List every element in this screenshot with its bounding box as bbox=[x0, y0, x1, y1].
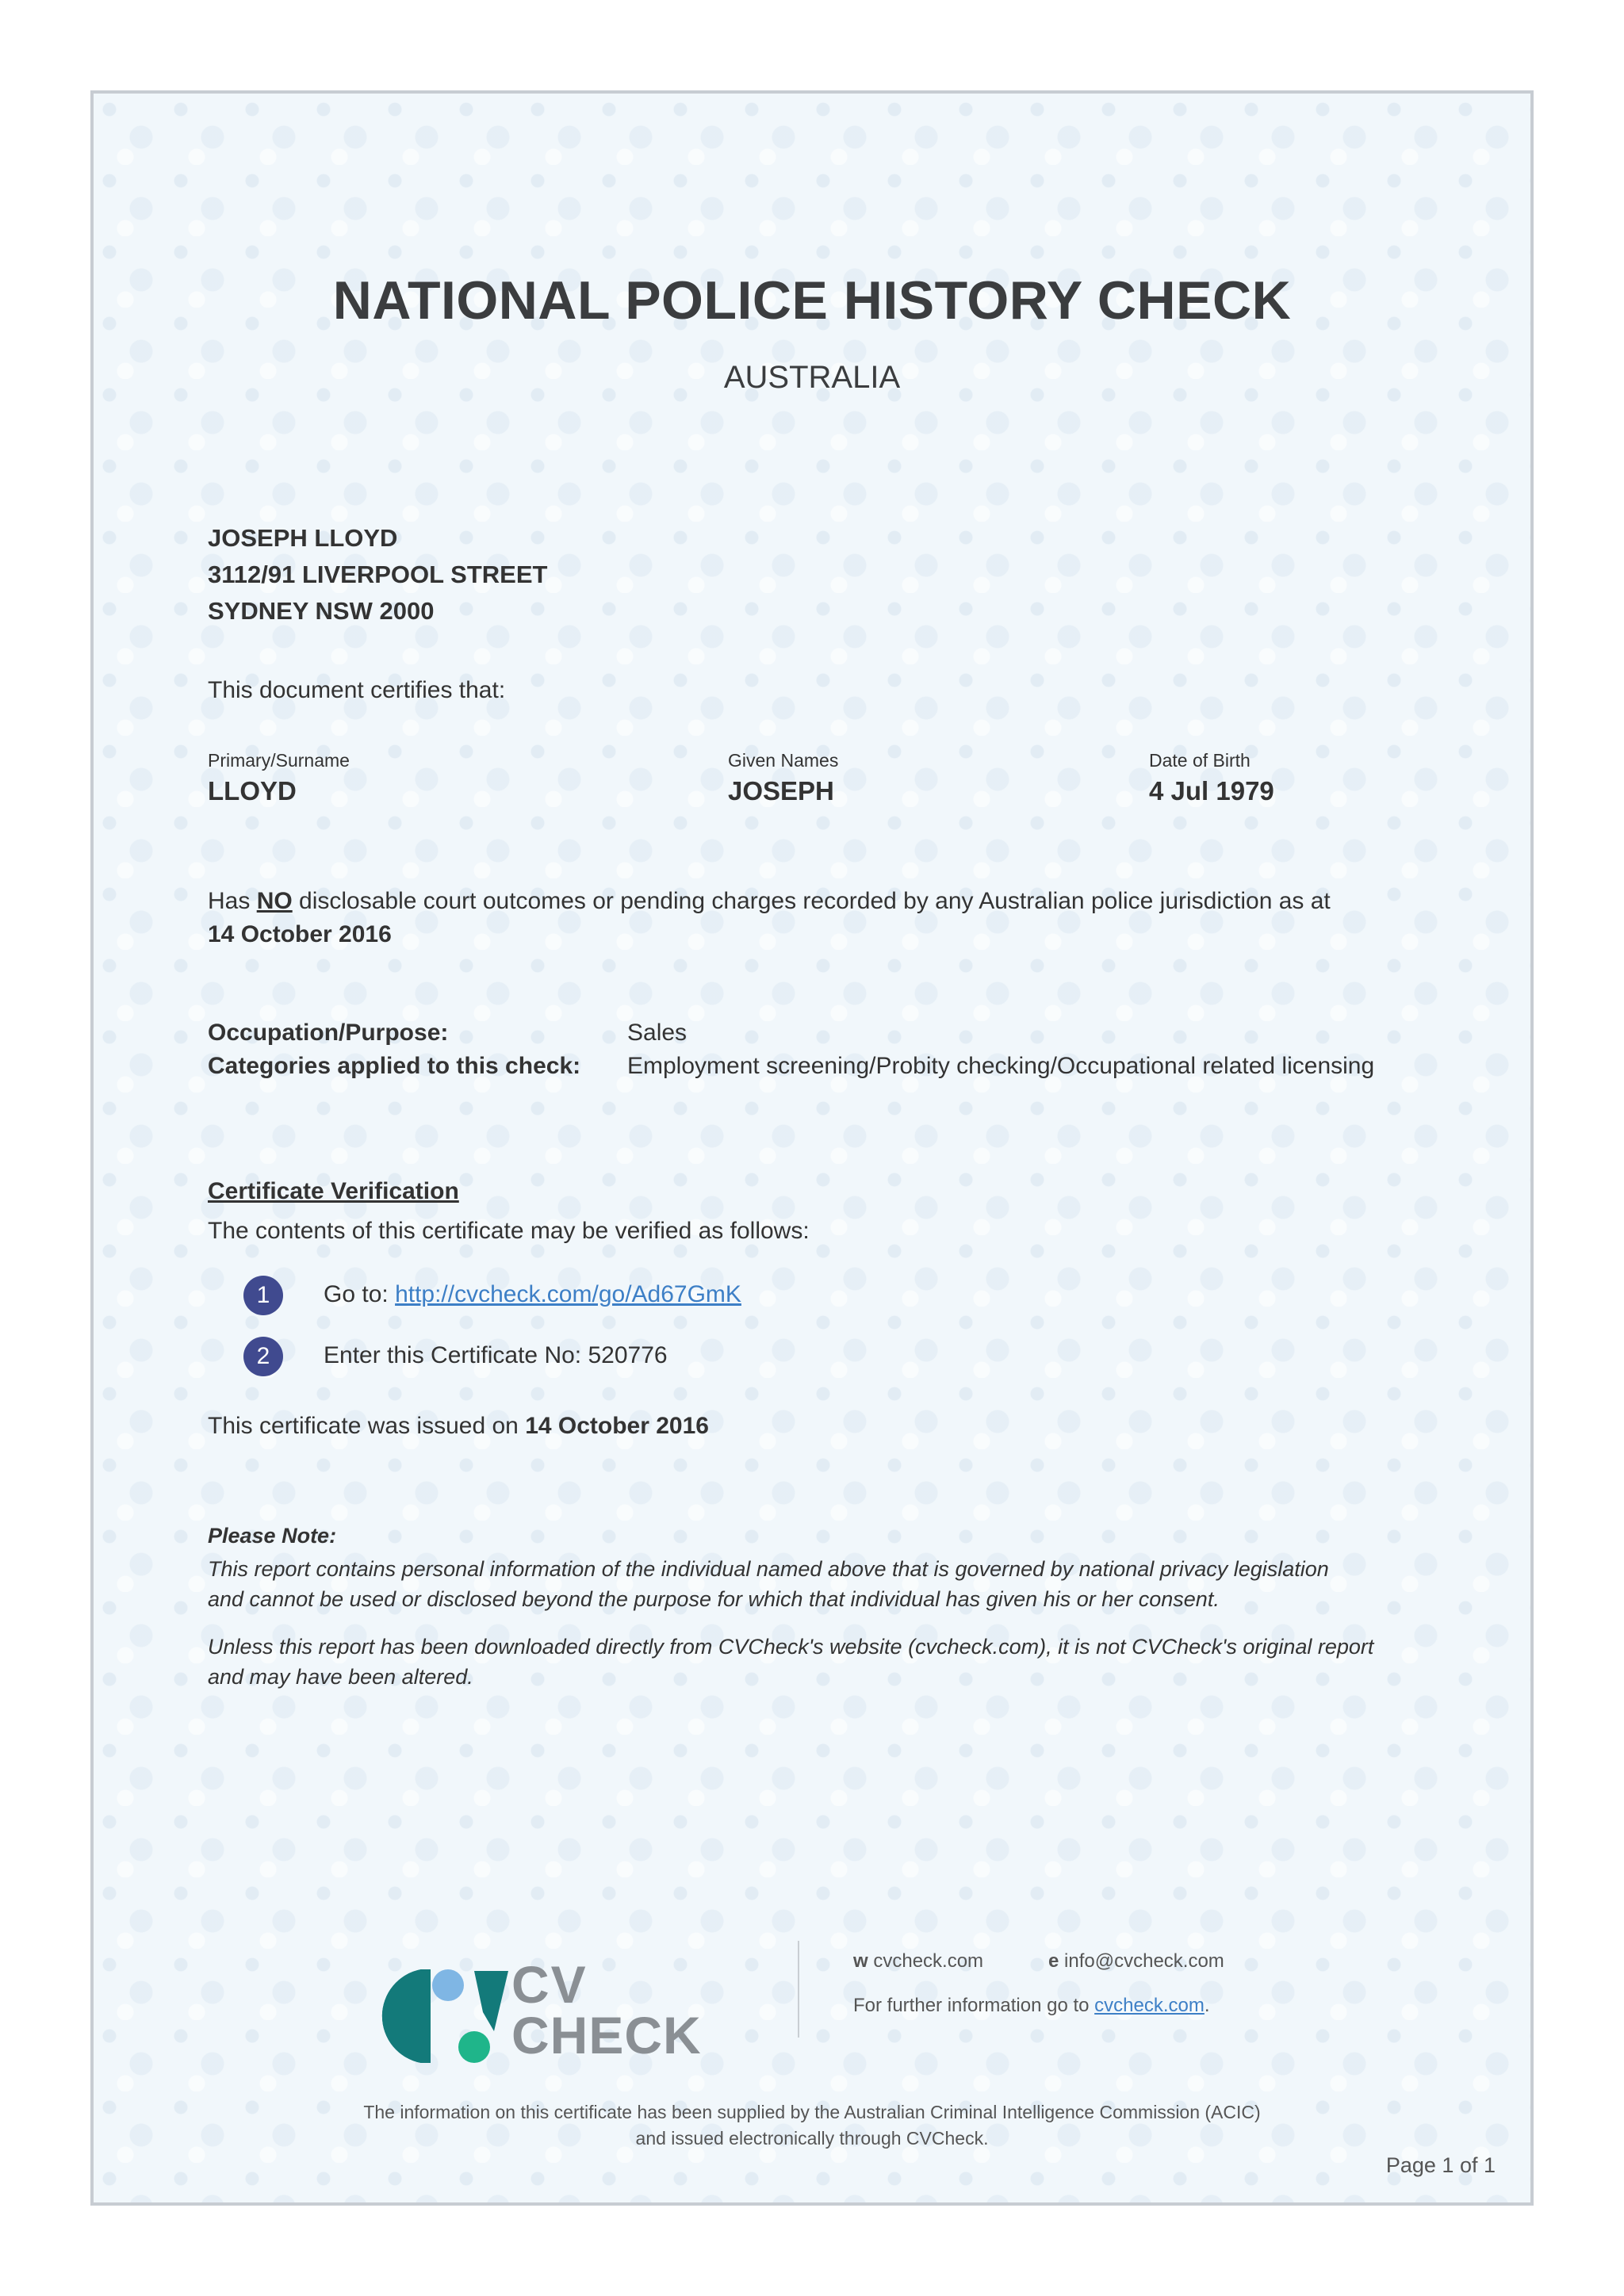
verification-intro: The contents of this certificate may be verified as follows: bbox=[208, 1218, 810, 1244]
note-para-1 bbox=[208, 1554, 1477, 1614]
dob-field bbox=[1149, 750, 1274, 806]
supplied-line-2: and issued electronically through CVCheck. bbox=[635, 2128, 989, 2149]
email-value[interactable]: info@cvcheck.com bbox=[1064, 1950, 1224, 1972]
surname-value: LLOYD bbox=[208, 776, 297, 806]
supplied-line-1: The information on this certificate has been supplied by the Australian Criminal Intelligence Commission (ACIC) bbox=[363, 2102, 1261, 2122]
categories-value: Employment screening/Probity checking/Occupational related licensing bbox=[627, 1053, 1375, 1079]
given-names-label: Given Names bbox=[728, 750, 839, 771]
note-para-2-line-2: and may have been altered. bbox=[208, 1665, 473, 1689]
verification-link[interactable]: http://cvcheck.com/go/Ad67GmK bbox=[395, 1281, 741, 1307]
issued-statement bbox=[208, 1413, 709, 1440]
logo-cv-text: CV bbox=[511, 1955, 588, 2014]
outcome-no: NO bbox=[256, 888, 293, 914]
issued-date: 14 October 2016 bbox=[525, 1413, 709, 1439]
certificate-page bbox=[90, 90, 1534, 2206]
step-1-text bbox=[324, 1281, 741, 1308]
note-para-2 bbox=[208, 1632, 1477, 1692]
outcome-rest: disclosable court outcomes or pending charges recorded by any Australian police jurisdiction as at bbox=[299, 888, 1331, 914]
outcome-prefix: Has bbox=[208, 888, 251, 914]
step-2-badge: 2 bbox=[243, 1337, 283, 1376]
supplied-statement bbox=[94, 2099, 1530, 2152]
given-names-field bbox=[728, 750, 838, 806]
footer-divider bbox=[798, 1941, 799, 2038]
occupation-label: Occupation/Purpose: bbox=[208, 1020, 449, 1046]
info-prefix: For further information go to bbox=[853, 1995, 1090, 2016]
address-line-name: JOSEPH LLOYD bbox=[208, 524, 398, 552]
step-1-prefix: Go to: bbox=[324, 1281, 389, 1307]
address-block bbox=[208, 520, 547, 629]
step-1-badge: 1 bbox=[243, 1276, 283, 1315]
step-2-text: Enter this Certificate No: 520776 bbox=[324, 1342, 668, 1368]
note-para-1-line-2: and cannot be used or disclosed beyond the purpose for which that individual has given his or her consent. bbox=[208, 1587, 1220, 1611]
website-value[interactable]: cvcheck.com bbox=[873, 1950, 984, 1972]
page-subtitle: AUSTRALIA bbox=[723, 360, 901, 395]
dob-label: Date of Birth bbox=[1149, 750, 1251, 771]
note-para-1-line-1: This report contains personal information of the individual named above that is governed by national privacy legislation bbox=[208, 1557, 1329, 1581]
footer-info bbox=[853, 1995, 1210, 2017]
given-names-value: JOSEPH bbox=[728, 776, 834, 806]
certifies-intro: This document certifies that: bbox=[208, 677, 506, 703]
issued-prefix: This certificate was issued on bbox=[208, 1413, 519, 1439]
info-link[interactable]: cvcheck.com bbox=[1094, 1995, 1205, 2016]
outcome-date: 14 October 2016 bbox=[208, 921, 392, 947]
cvcheck-logo bbox=[375, 1955, 748, 2068]
dob-value: 4 Jul 1979 bbox=[1149, 776, 1274, 806]
address-line-street: 3112/91 LIVERPOOL STREET bbox=[208, 561, 548, 588]
occupation-value: Sales bbox=[627, 1020, 688, 1046]
email-label: e bbox=[1048, 1950, 1059, 1972]
outcome-statement bbox=[208, 885, 1477, 951]
page-number: Page 1 of 1 bbox=[1385, 2153, 1496, 2177]
categories-label: Categories applied to this check: bbox=[208, 1053, 581, 1079]
page-title: NATIONAL POLICE HISTORY CHECK bbox=[332, 270, 1292, 331]
verification-heading: Certificate Verification bbox=[208, 1178, 459, 1204]
cvcheck-logo-mark-icon bbox=[375, 1965, 510, 2068]
footer-email bbox=[1048, 1950, 1224, 1973]
note-heading: Please Note: bbox=[208, 1524, 337, 1548]
address-line-city: SYDNEY NSW 2000 bbox=[208, 597, 435, 625]
logo-check-text: CHECK bbox=[511, 2006, 702, 2064]
website-label: w bbox=[853, 1950, 868, 1972]
surname-field bbox=[208, 750, 350, 806]
please-note bbox=[208, 1521, 1477, 1692]
footer-website bbox=[853, 1950, 983, 1973]
note-para-2-line-1: Unless this report has been downloaded directly from CVCheck's website (cvcheck.com), it is not CVCheck's original report bbox=[208, 1635, 1374, 1659]
info-suffix: . bbox=[1204, 1995, 1210, 2016]
surname-label: Primary/Surname bbox=[208, 750, 350, 771]
